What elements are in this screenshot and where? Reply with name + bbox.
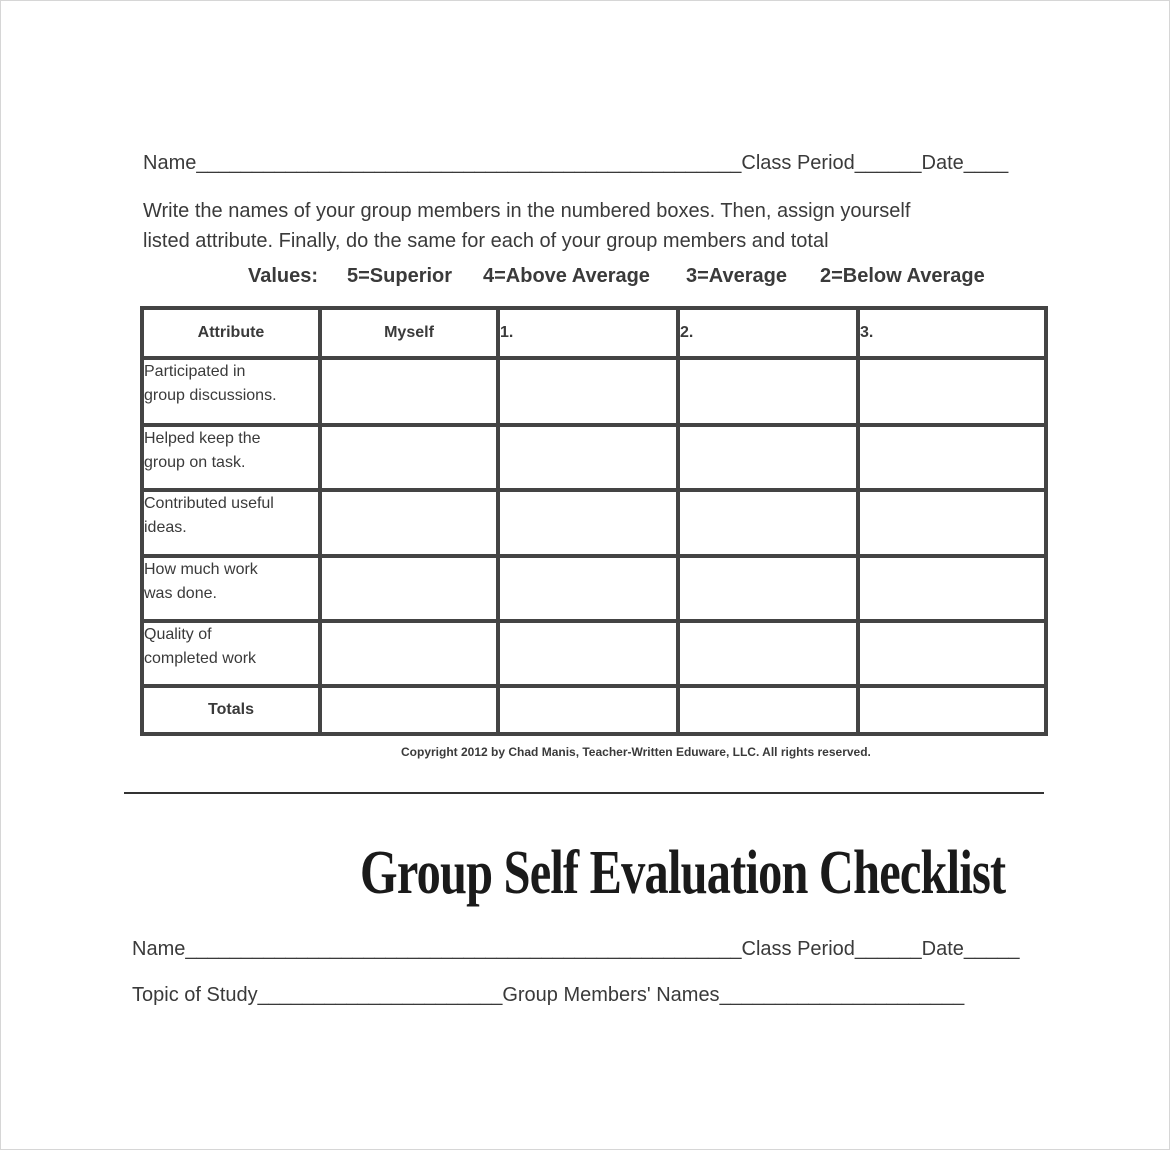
class-period-label: Class Period	[741, 152, 855, 174]
bottom-form-line-topic	[132, 984, 964, 1007]
value-above-average: 4=Above Average	[483, 265, 650, 287]
table-row	[142, 490, 1046, 557]
date-field[interactable]: _____	[963, 938, 1020, 960]
table-header-row	[142, 308, 1046, 358]
group-members-field[interactable]: ______________________	[719, 984, 965, 1006]
date-label: Date	[921, 152, 964, 174]
attribute-cell	[142, 490, 320, 557]
date-label: Date	[921, 938, 964, 960]
class-period-field[interactable]: ______	[854, 938, 922, 960]
attribute-cell	[142, 621, 320, 686]
header-member-3: 3.	[858, 308, 1046, 358]
score-cell-member-2[interactable]	[678, 425, 858, 490]
topic-label: Topic of Study	[132, 984, 258, 1006]
score-cell-member-3[interactable]	[858, 556, 1046, 621]
score-cell-myself[interactable]	[320, 621, 498, 686]
score-cell-member-3[interactable]	[858, 490, 1046, 557]
total-cell-myself[interactable]	[320, 686, 498, 735]
top-form-line	[143, 152, 1008, 175]
header-member-2: 2.	[678, 308, 858, 358]
attribute-text: How much work	[144, 561, 258, 579]
score-cell-member-1[interactable]	[498, 621, 678, 686]
score-cell-member-3[interactable]	[858, 358, 1046, 425]
total-cell-member-2[interactable]	[678, 686, 858, 735]
attribute-cell	[142, 556, 320, 621]
name-label: Name	[132, 938, 186, 960]
instructions-line: Write the names of your group members in the numbered boxes. Then, assign yourself	[143, 200, 911, 222]
table-row	[142, 358, 1046, 425]
value-average: 3=Average	[686, 265, 787, 287]
attribute-text: Quality of	[144, 625, 212, 643]
table-row	[142, 556, 1046, 621]
value-superior: 5=Superior	[347, 265, 453, 287]
evaluation-table	[140, 306, 1048, 736]
score-cell-myself[interactable]	[320, 425, 498, 490]
total-cell-member-1[interactable]	[498, 686, 678, 735]
score-cell-myself[interactable]	[320, 358, 498, 425]
instructions-line: listed attribute. Finally, do the same for each of your group members and total	[143, 230, 829, 252]
bottom-form-line-name	[132, 938, 1020, 961]
name-label: Name	[143, 152, 197, 174]
attribute-text: group discussions.	[144, 387, 277, 405]
attribute-text: completed work	[144, 649, 257, 667]
attribute-text: Contributed useful	[144, 494, 274, 512]
group-members-label: Group Members' Names	[502, 984, 720, 1006]
score-cell-myself[interactable]	[320, 490, 498, 557]
score-cell-member-1[interactable]	[498, 358, 678, 425]
score-cell-member-2[interactable]	[678, 358, 858, 425]
score-cell-member-2[interactable]	[678, 556, 858, 621]
class-period-label: Class Period	[741, 938, 855, 960]
score-cell-member-1[interactable]	[498, 425, 678, 490]
attribute-text: Helped keep the	[144, 430, 261, 448]
attribute-text: group on task.	[144, 454, 246, 472]
date-field[interactable]: ____	[963, 152, 1009, 174]
topic-field[interactable]: ______________________	[257, 984, 503, 1006]
header-myself: Myself	[320, 308, 498, 358]
instructions	[143, 196, 1043, 256]
name-field[interactable]: _________________________________________________	[196, 152, 742, 174]
attribute-cell	[142, 358, 320, 425]
attribute-text: Participated in	[144, 363, 246, 381]
class-period-field[interactable]: ______	[854, 152, 922, 174]
table-row	[142, 425, 1046, 490]
score-cell-member-1[interactable]	[498, 556, 678, 621]
score-cell-member-1[interactable]	[498, 490, 678, 557]
copyright-notice: Copyright 2012 by Chad Manis, Teacher-Written Eduware, LLC. All rights reserved.	[401, 745, 871, 759]
name-field[interactable]: __________________________________________________	[185, 938, 742, 960]
score-cell-member-2[interactable]	[678, 490, 858, 557]
table-row	[142, 621, 1046, 686]
header-member-1: 1.	[498, 308, 678, 358]
score-cell-member-3[interactable]	[858, 621, 1046, 686]
total-cell-member-3[interactable]	[858, 686, 1046, 735]
attribute-cell	[142, 425, 320, 490]
page-title: Group Self Evaluation Checklist	[360, 839, 1006, 907]
values-label: Values:	[248, 265, 319, 287]
attribute-text: was done.	[144, 585, 217, 603]
header-attribute: Attribute	[142, 308, 320, 358]
score-cell-member-3[interactable]	[858, 425, 1046, 490]
score-cell-member-2[interactable]	[678, 621, 858, 686]
section-divider	[124, 792, 1044, 794]
totals-label: Totals	[142, 686, 320, 735]
value-below-average: 2=Below Average	[820, 265, 985, 287]
attribute-text: ideas.	[144, 518, 187, 536]
score-cell-myself[interactable]	[320, 556, 498, 621]
totals-row	[142, 686, 1046, 735]
